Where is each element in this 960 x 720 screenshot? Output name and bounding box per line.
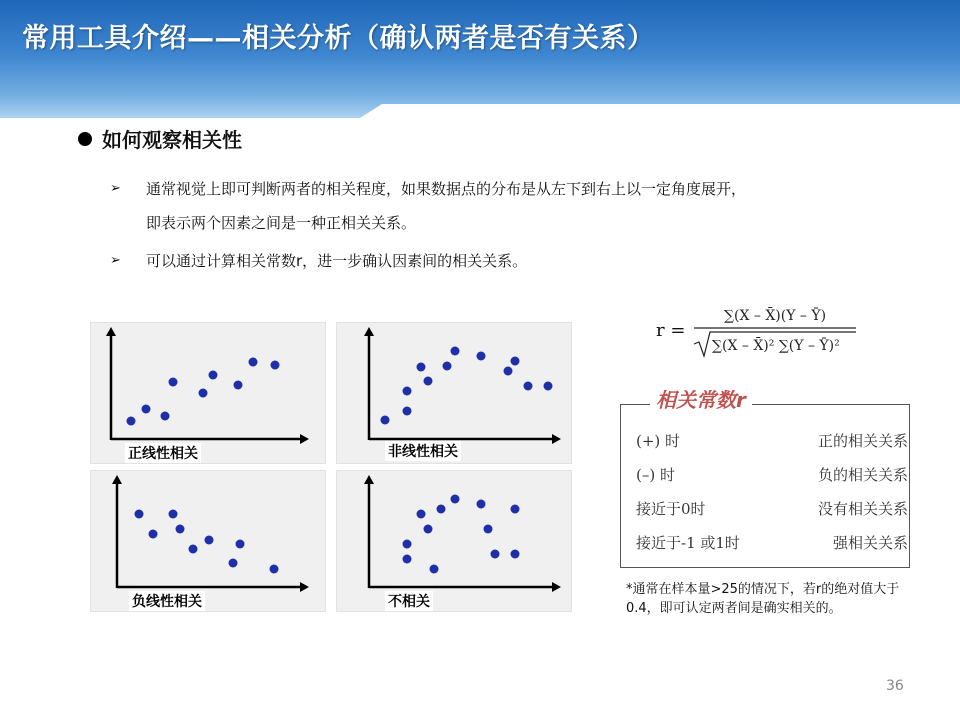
data-point [403, 555, 412, 564]
table-row [636, 430, 908, 451]
correlation-formula [652, 300, 872, 364]
data-point [169, 510, 178, 519]
section-heading-row [78, 124, 242, 153]
table-row [636, 498, 908, 519]
data-point [511, 357, 520, 366]
data-point [511, 505, 520, 514]
point-2-line-1: 可以通过计算相关常数r，进一步确认因素间的相关关系。 [146, 252, 528, 270]
data-point [205, 536, 214, 545]
panel-label: 正线性相关 [125, 443, 201, 463]
scatter-plot [337, 471, 571, 611]
data-point [149, 530, 158, 539]
data-point [161, 412, 170, 421]
row-meaning: 负的相关关系 [817, 466, 908, 484]
y-axis-arrow-icon [112, 475, 122, 484]
data-point [484, 525, 493, 534]
data-point [169, 378, 178, 387]
table-row [636, 532, 908, 553]
data-point [437, 505, 446, 514]
data-point [229, 559, 238, 568]
data-point [417, 510, 426, 519]
data-point [271, 361, 280, 370]
data-point [511, 550, 520, 559]
x-axis-arrow-icon [300, 434, 309, 444]
panel-label: 不相关 [385, 591, 433, 611]
data-point [524, 382, 533, 391]
x-axis-arrow-icon [552, 582, 561, 592]
data-point [417, 363, 426, 372]
y-axis-arrow-icon [364, 475, 374, 484]
data-point [443, 362, 452, 371]
row-meaning: 正的相关关系 [817, 432, 908, 450]
data-point [236, 540, 245, 549]
data-point [249, 358, 258, 367]
y-axis-arrow-icon [106, 327, 116, 336]
data-point [451, 347, 460, 356]
y-axis-arrow-icon [364, 327, 374, 336]
scatter-panel-positive-linear [90, 322, 326, 464]
data-point [424, 525, 433, 534]
data-point [477, 352, 486, 361]
scatter-panel-negative-linear [90, 470, 326, 612]
page-title: 常用工具介绍——相关分析（确认两者是否有关系） [22, 23, 655, 54]
scatter-plot [91, 471, 325, 611]
arrow-bullet-icon: ➢ [110, 181, 121, 196]
scatter-plot [91, 323, 325, 463]
panel-label: 非线性相关 [385, 441, 461, 461]
data-point [477, 500, 486, 509]
row-meaning: 强相关关系 [832, 534, 908, 552]
data-point [403, 407, 412, 416]
data-point [127, 417, 136, 426]
point-1-line-1: 通常视觉上即可判断两者的相关程度，如果数据点的分布是从左下到右上以一定角度展开， [146, 180, 747, 198]
data-point [189, 545, 198, 554]
data-point [135, 510, 144, 519]
table-row [636, 464, 908, 485]
formula-numerator: ∑(X – X̄)(Y – Ȳ) [724, 308, 827, 324]
data-point [403, 540, 412, 549]
x-axis-arrow-icon [552, 434, 561, 444]
point-1-line-2: 即表示两个因素之间是一种正相关关系。 [146, 214, 417, 232]
data-point [234, 381, 243, 390]
row-condition: 接近于0时 [636, 500, 706, 518]
data-point [209, 371, 218, 380]
data-point [176, 525, 185, 534]
data-point [451, 495, 460, 504]
data-point [270, 565, 279, 574]
section-heading: 如何观察相关性 [102, 128, 242, 152]
scatter-panel-nonlinear [336, 322, 572, 464]
data-point [403, 387, 412, 396]
x-axis-arrow-icon [300, 582, 309, 592]
point-2 [110, 250, 527, 272]
formula-lhs: r = [656, 320, 686, 341]
arrow-bullet-icon: ➢ [110, 253, 121, 268]
data-point [544, 382, 553, 391]
row-condition: (–) 时 [636, 466, 675, 484]
row-meaning: 没有相关关系 [817, 500, 908, 518]
data-point [142, 405, 151, 414]
data-point [491, 550, 500, 559]
title-banner [0, 0, 960, 122]
scatter-panel-uncorrelated [336, 470, 572, 612]
data-point [430, 565, 439, 574]
table-title: 相关常数r [650, 384, 752, 413]
point-1 [110, 178, 746, 234]
data-point [199, 389, 208, 398]
data-point [381, 416, 390, 425]
footnote: *通常在样本量>25的情况下，若r的绝对值大于0.4，即可认定两者间是确实相关的。 [626, 582, 900, 616]
row-condition: 接近于-1 或1时 [636, 534, 740, 552]
data-point [424, 377, 433, 386]
row-condition: (+) 时 [636, 432, 681, 450]
page-number: 36 [886, 678, 904, 694]
panel-label: 负线性相关 [129, 591, 205, 611]
bullet-icon [78, 132, 92, 146]
data-point [504, 367, 513, 376]
formula-denominator: ∑(X – X̄)² ∑(Y – Ȳ)² [712, 338, 840, 354]
